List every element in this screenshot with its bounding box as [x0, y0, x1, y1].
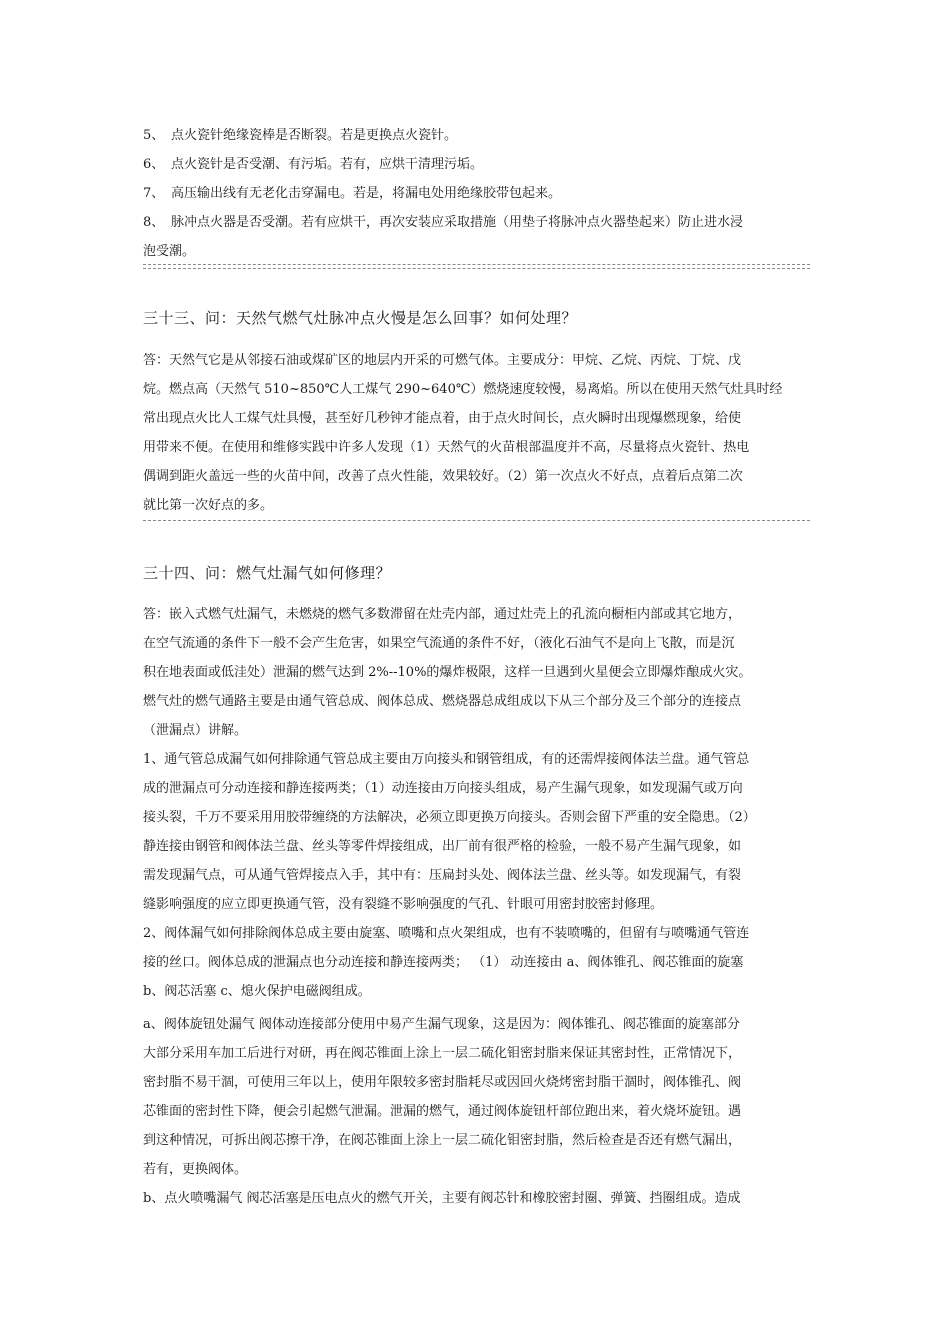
answer-34-line: b、点火喷嘴漏气 阀芯活塞是压电点火的燃气开关，主要有阀芯针和橡胶密封圈、弹簧、挡圈组成。造成	[143, 1191, 741, 1206]
answer-34-line: 积在地表面或低洼处）泄漏的燃气达到 2%--10%的爆炸极限，这样一旦遇到火星便会立即爆炸酿成火灾。	[143, 665, 752, 680]
answer-34-line: （泄漏点）讲解。	[143, 723, 248, 738]
answer-34-line: 接头裂，千万不要采用用胶带缠绕的方法解决，必须立即更换万向接头。否则会留下严重的安全隐患。（2）	[143, 810, 756, 825]
list-text: 点火瓷针绝缘瓷棒是否断裂。若是更换点火瓷针。	[171, 128, 458, 143]
answer-34-line: 在空气流通的条件下一般不会产生危害，如果空气流通的条件不好，（液化石油气不是向上飞散，而是沉	[143, 636, 735, 651]
list-item-6	[143, 157, 813, 173]
list-text: 点火瓷针是否受潮、有污垢。若有，应烘干清理污垢。	[171, 157, 484, 172]
list-number: 8、	[143, 215, 165, 230]
answer-33-line: 就比第一次好点的多。	[143, 498, 274, 513]
list-number: 7、	[143, 186, 165, 201]
answer-34-line: 接的丝口。阀体总成的泄漏点也分动连接和静连接两类； （1） 动连接由 a、阀体锥孔、阀芯锥面的旋塞	[143, 955, 744, 970]
list-item-7	[143, 186, 813, 202]
answer-34-line: 若有，更换阀体。	[143, 1162, 248, 1177]
answer-33-line: 常出现点火比人工煤气灶具慢，甚至好几秒钟才能点着，由于点火时间长，点火瞬时出现爆燃现象，给使	[143, 411, 742, 426]
answer-34-line: 2、阀体漏气如何排除阀体总成主要由旋塞、喷嘴和点火架组成，也有不装喷嘴的，但留有与喷嘴通气管连	[143, 926, 750, 941]
list-number: 5、	[143, 128, 165, 143]
answer-34-line: 燃气灶的燃气通路主要是由通气管总成、阀体总成、燃烧器总成组成以下从三个部分及三个部分的连接点	[143, 694, 742, 709]
answer-33-line: 答：天然气它是从邻接石油或煤矿区的地层内开采的可燃气体。主要成分：甲烷、乙烷、丙烷、丁烷、戊	[143, 353, 742, 368]
answer-34-line: 密封脂不易干涸，可使用三年以上，使用年限较多密封脂耗尽或因回火烧烤密封脂干涸时，阀体锥孔、阀	[143, 1075, 742, 1090]
answer-33-line: 烷。燃点高（天然气 510~850℃人工煤气 290~640℃）燃烧速度较慢，易离焰。所以在使用天然气灶具时经	[143, 382, 783, 397]
answer-33-line: 偶调到距火盖远一些的火苗中间，改善了点火性能，效果较好。（2）第一次点火不好点，点着后点第二次	[143, 469, 743, 484]
answer-34-line: 静连接由钢管和阀体法兰盘、丝头等零件焊接组成，出厂前有很严格的检验，一般不易产生漏气现象，如	[143, 839, 742, 854]
answer-34-line: b、阀芯活塞 c、熄火保护电磁阀组成。	[143, 984, 371, 999]
list-number: 6、	[143, 157, 165, 172]
answer-34-line: a、阀体旋钮处漏气 阀体动连接部分使用中易产生漏气现象，这是因为：阀体锥孔、阀芯锥面的旋塞部分	[143, 1017, 740, 1032]
list-text: 脉冲点火器是否受潮。若有应烘干，再次安装应采取措施（用垫子将脉冲点火器垫起来）防止进水浸	[171, 215, 744, 230]
answer-34-line: 1、通气管总成漏气如何排除通气管总成主要由万向接头和钢管组成，有的还需焊接阀体法兰盘。通气管总	[143, 752, 750, 767]
list-item-8-continuation: 泡受潮。	[143, 244, 196, 259]
section-divider	[143, 520, 810, 521]
answer-34-line: 到这种情况，可拆出阀芯擦干净，在阀芯锥面上涂上一层二硫化钼密封脂，然后检查是否还有燃气漏出，	[143, 1133, 742, 1148]
section-divider	[143, 264, 810, 269]
answer-34-line: 缝影响强度的应立即更换通气管，没有裂缝不影响强度的气孔、针眼可用密封胶密封修理。	[143, 897, 664, 912]
answer-34-line: 芯锥面的密封性下降，便会引起燃气泄漏。泄漏的燃气，通过阀体旋钮杆部位跑出来，着火烧坏旋钮。遇	[143, 1104, 742, 1119]
list-item-5	[143, 128, 813, 144]
answer-34-line: 需发现漏气点，可从通气管焊接点入手，其中有：压扁封头处、阀体法兰盘、丝头等。如发现漏气，有裂	[143, 868, 742, 883]
question-33-title: 三十三、问：天然气燃气灶脉冲点火慢是怎么回事？如何处理？	[143, 309, 578, 327]
answer-34-line: 成的泄漏点可分动连接和静连接两类；（1）动连接由万向接头组成，易产生漏气现象，如发现漏气或万向	[143, 781, 743, 796]
list-text: 高压输出线有无老化击穿漏电。若是，将漏电处用绝缘胶带包起来。	[171, 186, 562, 201]
list-item-8	[143, 215, 813, 231]
answer-34-line: 答：嵌入式燃气灶漏气，未燃烧的燃气多数滞留在灶壳内部，通过灶壳上的孔流向橱柜内部或其它地方，	[143, 607, 742, 622]
question-34-title: 三十四、问：燃气灶漏气如何修理？	[143, 564, 392, 582]
answer-34-line: 大部分采用车加工后进行对研，再在阀芯锥面上涂上一层二硫化钼密封脂来保证其密封性，正常情况下，	[143, 1046, 742, 1061]
answer-33-line: 用带来不便。在使用和维修实践中许多人发现（1）天然气的火苗根部温度并不高，尽量将点火瓷针、热电	[143, 440, 750, 455]
